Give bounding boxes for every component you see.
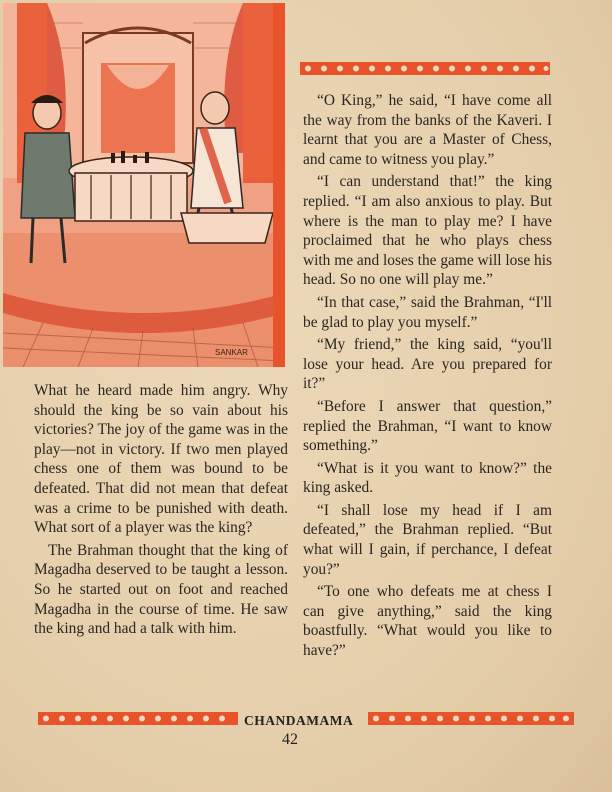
illustration-svg bbox=[3, 3, 285, 367]
paragraph: What he heard made him angry. Why should the king be so vain about his victories? The joy of the game was in the play—not in victory. If two men played chess one of them was bound to be defeated. That did not mean that defeat was a crime to be punished with death. What sort of a player was the king? bbox=[34, 382, 288, 537]
paragraph: The Brahman thought that the king of Magadha deserved to be taught a lesson. So he started out on foot and reached Magadha in the course of time. He saw the king and had a talk with him. bbox=[34, 541, 288, 638]
top-ornament-border bbox=[300, 62, 550, 75]
footer-ornament-left bbox=[38, 712, 238, 725]
paragraph: “What is it you want to know?” the king asked. bbox=[303, 459, 552, 497]
paragraph: “In that case,” said the Brahman, “I'll be glad to play you myself.” bbox=[303, 293, 552, 331]
paragraph: “I shall lose my head if I am defeated,” the Brahman replied. “But what will I gain, if perchance, I defeat you?” bbox=[303, 501, 552, 578]
footer-ornament-right bbox=[368, 712, 574, 725]
page-number: 42 bbox=[282, 731, 298, 748]
footer-magazine-name: CHANDAMAMA bbox=[244, 713, 354, 728]
illustrator-signature: SANKAR bbox=[215, 348, 248, 357]
right-text-column bbox=[303, 91, 552, 664]
paragraph: “I can understand that!” the king replied. “I am also anxious to play. But where is the man to play me? I have proclaimed that he who plays chess with me and loses the game will lose his head. So no one will play me.” bbox=[303, 173, 552, 289]
paragraph: “My friend,” the king said, “you'll lose your head. Are you prepared for it?” bbox=[303, 336, 552, 393]
paragraph: “To one who defeats me at chess I can give anything,” said the king boastfully. “What would you like to have?” bbox=[303, 583, 552, 660]
paragraph: “O King,” he said, “I have come all the way from the banks of the Kaveri. I learnt that you are a Master of Chess, and came to witness you play.” bbox=[303, 92, 552, 168]
paragraph: “Before I answer that question,” replied the Brahman, “I want to know something.” bbox=[303, 397, 552, 455]
chess-game-illustration bbox=[3, 3, 285, 367]
left-text-column bbox=[34, 381, 288, 642]
